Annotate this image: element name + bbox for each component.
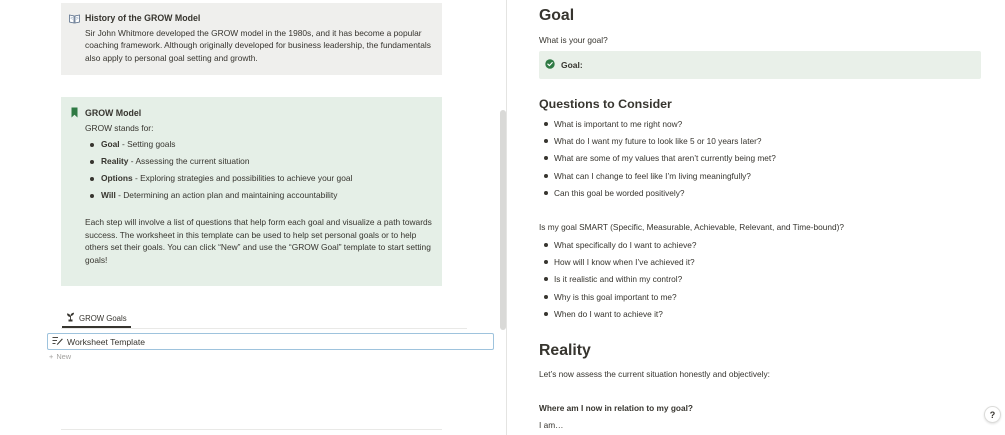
reality-heading: Reality [539, 342, 591, 359]
grow-step-desc: - Determining an action plan and maintaining accountability [115, 190, 338, 201]
grow-paragraph: Each step will involve a list of questions that help form each goal and visualize a path towards success. The worksheet in this template can be used to help set personal goals or to help others set their goals. You can click “New” and use the “GROW Goal” template to start setting goals! [85, 217, 432, 265]
check-circle-icon [545, 59, 555, 71]
reality-intro: Let’s now assess the current situation honestly and objectively: [539, 369, 770, 379]
list-item: What can I change to feel like I’m living meaningfully? [539, 170, 776, 187]
list-item: Why is this goal important to me? [539, 291, 697, 308]
history-body: Sir John Whitmore developed the GROW model in the 1980s, and it has become a popular coaching framework. Although originally developed for business leadership, the fundamentals also apply to personal goal setting and growth. [85, 27, 431, 63]
grow-step-term: Options [101, 173, 133, 184]
grow-step-desc: - Assessing the current situation [128, 156, 250, 167]
grow-step-desc: - Exploring strategies and possibilities to achieve your goal [132, 173, 353, 184]
help-button[interactable]: ? [984, 406, 1001, 423]
goal-callout[interactable] [539, 51, 981, 79]
grow-step-term: Reality [101, 156, 129, 167]
grow-title: GROW Model [85, 108, 142, 118]
tab-grow-goals[interactable] [62, 310, 131, 328]
list-item: What do I want my future to look like 5 or 10 years later? [539, 135, 776, 152]
list-item [85, 172, 432, 189]
reality-answer[interactable]: I am… [539, 420, 564, 430]
history-title: History of the GROW Model [85, 13, 201, 23]
list-item: What is important to me right now? [539, 118, 776, 135]
new-label: New [56, 352, 72, 361]
reality-subheading: Where am I now in relation to my goal? [539, 403, 693, 413]
grow-steps-list [85, 138, 432, 206]
list-item: What are some of my values that aren’t currently being met? [539, 152, 776, 169]
grow-step-term: Will [101, 190, 116, 201]
open-book-icon [69, 13, 80, 24]
smart-questions-list [539, 239, 697, 325]
plant-icon [66, 312, 75, 324]
tab-label: GROW Goals [79, 313, 127, 323]
grow-model-callout [61, 97, 442, 286]
list-item [85, 138, 432, 155]
bookmark-icon [69, 107, 80, 118]
right-page-pane[interactable] [507, 0, 1005, 435]
plus-icon: + [49, 352, 54, 361]
list-item: When do I want to achieve it? [539, 308, 697, 325]
tab-divider [61, 328, 467, 329]
list-item: Can this goal be worded positively? [539, 187, 776, 204]
new-page-button[interactable] [49, 352, 71, 361]
smart-question: Is my goal SMART (Specific, Measurable, Achievable, Relevant, and Time-bound)? [539, 222, 844, 232]
grow-step-desc: - Setting goals [119, 139, 176, 150]
list-item: How will I know when I’ve achieved it? [539, 256, 697, 273]
list-item [85, 189, 432, 206]
goal-question: What is your goal? [539, 35, 608, 45]
questions-heading: Questions to Consider [539, 97, 672, 111]
list-item: What specifically do I want to achieve? [539, 239, 697, 256]
goal-heading: Goal [539, 7, 575, 24]
history-callout [61, 3, 442, 75]
worksheet-template-row[interactable] [47, 333, 494, 350]
worksheet-row-label: Worksheet Template [67, 336, 146, 347]
worksheet-icon [52, 336, 63, 347]
bottom-divider [61, 429, 442, 430]
questions-list [539, 118, 776, 204]
list-item [85, 155, 432, 172]
list-item: Is it realistic and within my control? [539, 273, 697, 290]
grow-intro: GROW stands for: [85, 122, 154, 133]
goal-callout-label: Goal: [561, 60, 583, 70]
grow-step-term: Goal [101, 139, 120, 150]
